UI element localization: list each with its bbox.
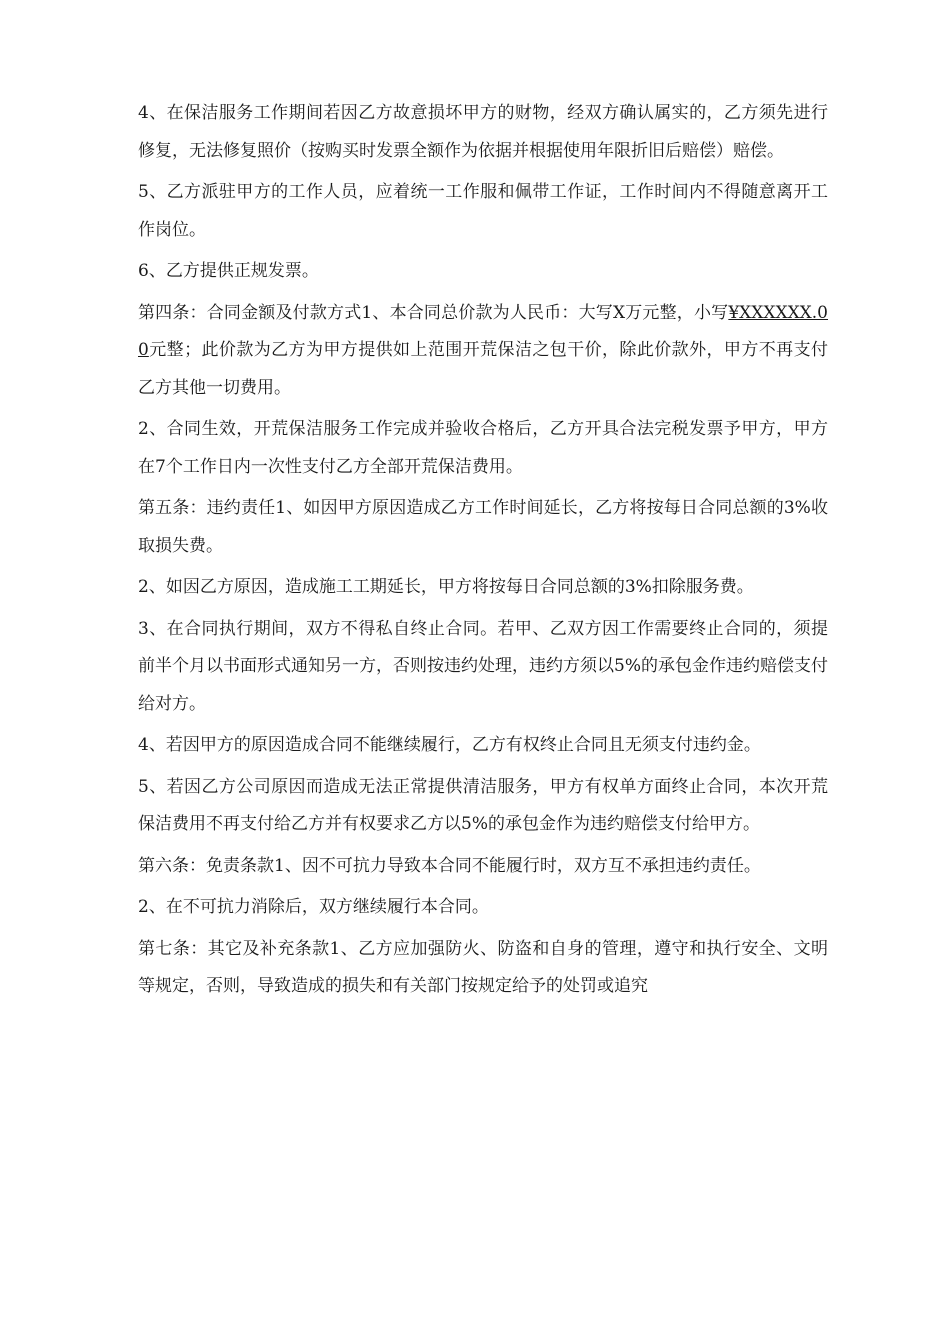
clause-6-item-2: 2、在不可抗力消除后，双方继续履行本合同。 bbox=[138, 897, 489, 917]
clause-5-item-1: 第五条：违约责任1、如因甲方原因造成乙方工作时间延长，乙方将按每日合同总额的3%收取损失费。 bbox=[138, 498, 828, 556]
clause-4-item-1 bbox=[138, 295, 828, 408]
clause-5-item-3: 3、在合同执行期间，双方不得私自终止合同。若甲、乙双方因工作需要终止合同的，须提前半个月以书面形式通知另一方，否则按违约处理，违约方须以5%的承包金作违约赔偿支付给对方。 bbox=[138, 618, 828, 714]
clause-7-item-1: 第七条：其它及补充条款1、乙方应加强防火、防盗和自身的管理，遵守和执行安全、文明等规定，否则，导致造成的损失和有关部门按规定给予的处罚或追究 bbox=[138, 938, 828, 996]
clause-4-item-2: 2、合同生效，开荒保洁服务工作完成并验收合格后，乙方开具合法完税发票予甲方，甲方在7个工作日内一次性支付乙方全部开荒保洁费用。 bbox=[138, 419, 828, 477]
contract-amount-lowercase: ¥XXXXXX.00 bbox=[138, 302, 828, 360]
clause-3-item-6: 6、乙方提供正规发票。 bbox=[138, 261, 319, 281]
contract-page bbox=[138, 95, 828, 1010]
clause-5-item-4: 4、若因甲方的原因造成合同不能继续履行，乙方有权终止合同且无须支付违约金。 bbox=[138, 735, 761, 755]
clause-6-item-1: 第六条：免责条款1、因不可抗力导致本合同不能履行时，双方互不承担违约责任。 bbox=[138, 855, 761, 876]
clause-3-item-4: 4、在保洁服务工作期间若因乙方故意损坏甲方的财物，经双方确认属实的，乙方须先进行修复，无法修复照价（按购买时发票全额作为依据并根据使用年限折旧后赔偿）赔偿。 bbox=[138, 103, 828, 161]
clause-5-item-2: 2、如因乙方原因，造成施工工期延长，甲方将按每日合同总额的3%扣除服务费。 bbox=[138, 577, 754, 597]
clause-5-item-5: 5、若因乙方公司原因而造成无法正常提供清洁服务，甲方有权单方面终止合同，本次开荒保洁费用不再支付给乙方并有权要求乙方以5%的承包金作为违约赔偿支付给甲方。 bbox=[138, 776, 828, 834]
clause-4-text-after: 元整；此价款为乙方为甲方提供如上范围开荒保洁之包干价，除此价款外，甲方不再支付乙方其他一切费用。 bbox=[138, 340, 828, 398]
clause-4-text-before: 第四条：合同金额及付款方式1、本合同总价款为人民币：大写X万元整，小写 bbox=[138, 302, 729, 323]
clause-3-item-5: 5、乙方派驻甲方的工作人员，应着统一工作服和佩带工作证，工作时间内不得随意离开工作岗位。 bbox=[138, 182, 828, 240]
